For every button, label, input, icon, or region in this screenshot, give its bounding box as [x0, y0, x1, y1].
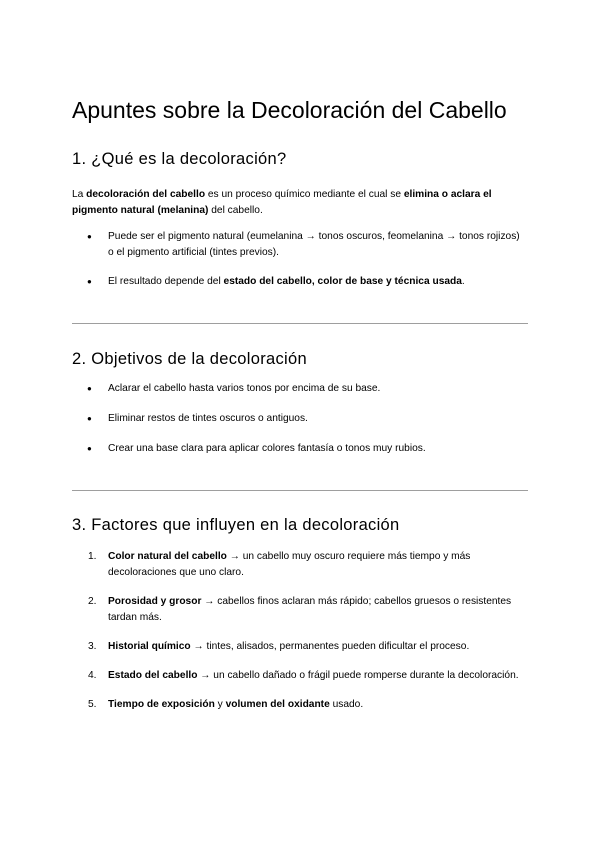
item-bold: Tiempo de exposición [108, 699, 215, 710]
intro-text: es un proceso químico mediante el cual se [205, 189, 404, 200]
intro-bold: elimina o aclara el pigmento natural (melanina) [72, 189, 492, 216]
item-text: → un cabello muy oscuro requiere más tiempo y más decoloraciones que uno claro. [108, 551, 471, 578]
bullet-bold: estado del cabello, color de base y técnica usada [223, 276, 462, 287]
numbered-item [72, 639, 528, 655]
item-number: 1. [88, 551, 97, 562]
item-bold: volumen del oxidante [225, 699, 330, 710]
document-title: Apuntes sobre la Decoloración del Cabello [72, 97, 507, 123]
section-3-list [72, 549, 528, 713]
item-text: → tintes, alisados, permanentes pueden dificultar el proceso. [190, 641, 470, 652]
intro-text: del cabello. [208, 205, 263, 216]
numbered-item [72, 697, 528, 713]
list-item: ● Eliminar restos de tintes oscuros o antiguos. [72, 411, 528, 427]
item-text: y [214, 699, 226, 710]
item-number: 3. [88, 641, 97, 652]
list-item: ● Aclarar el cabello hasta varios tonos por encima de su base. [72, 381, 528, 397]
numbered-item [72, 594, 528, 626]
list-item: ● Crear una base clara para aplicar colores fantasía o tonos muy rubios. [72, 441, 528, 457]
item-text: → cabellos finos aclaran más rápido; cabellos gruesos o resistentes tardan más. [108, 596, 512, 623]
section-divider [72, 490, 528, 491]
section-1-heading: 1. ¿Qué es la decoloración? [72, 150, 287, 168]
bullet-text: El resultado depende del [108, 276, 224, 287]
section-2-list [72, 381, 528, 457]
item-bold: Historial químico [108, 641, 191, 652]
section-2-heading: 2. Objetivos de la decoloración [72, 350, 307, 368]
intro-text: La [72, 189, 87, 200]
section-divider [72, 323, 528, 324]
item-bold: Porosidad y grosor [108, 596, 202, 607]
numbered-item [72, 668, 528, 684]
item-number: 2. [88, 596, 97, 607]
section-1-list [72, 229, 528, 290]
list-item [72, 274, 528, 290]
numbered-item [72, 549, 528, 581]
section-1-intro [72, 187, 528, 219]
item-text: → un cabello dañado o frágil puede romperse durante la decoloración. [197, 670, 519, 681]
item-number: 5. [88, 699, 97, 710]
item-number: 4. [88, 670, 97, 681]
list-item: ● Puede ser el pigmento natural (eumelanina → tonos oscuros, feomelanina → tonos rojizos) o el pigmento artificial (tintes previos). [72, 229, 528, 261]
item-bold: Color natural del cabello [108, 551, 227, 562]
section-3-heading: 3. Factores que influyen en la decoloración [72, 516, 400, 534]
item-bold: Estado del cabello [108, 670, 198, 681]
bullet-text: . [461, 276, 465, 287]
intro-bold: decoloración del cabello [86, 189, 206, 200]
item-text: usado. [329, 699, 364, 710]
document-page [72, 95, 528, 713]
